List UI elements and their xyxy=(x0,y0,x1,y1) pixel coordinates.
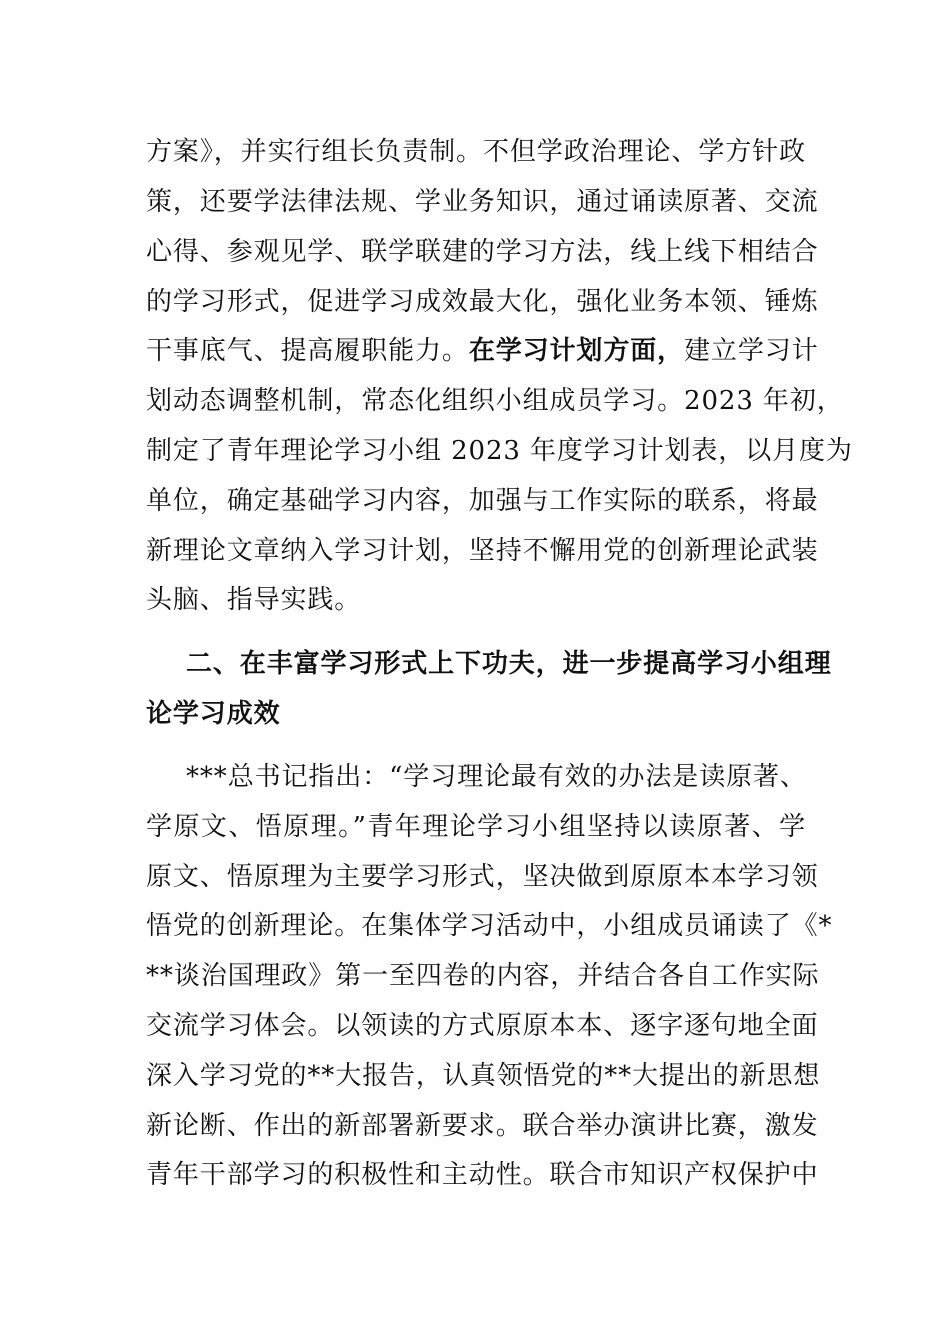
section-heading-2-line-1: 二、在丰富学习形式上下功夫，进一步提高学习小组理 xyxy=(186,649,832,679)
paragraph-1-line-8: 单位，确定基础学习内容，加强与工作实际的联系，将最 xyxy=(146,486,819,516)
paragraph-2-line-4: 悟党的创新理论。在集体学习活动中，小组成员诵读了《* xyxy=(146,911,833,941)
paragraph-2-line-1: ***总书记指出：“学习理论最有效的办法是读原著、 xyxy=(186,762,807,792)
paragraph-1-line-3: 心得、参观见学、联学联建的学习方法，线上线下相结合 xyxy=(146,237,819,267)
paragraph-2-line-3: 原文、悟原理为主要学习形式，坚决做到原原本本学习领 xyxy=(146,862,819,892)
paragraph-1-line-1: 方案》，并实行组长负责制。不但学政治理论、学方针政 xyxy=(146,137,806,167)
paragraph-1-line-2: 策，还要学法律法规、学业务知识，通过诵读原著、交流 xyxy=(146,187,819,217)
paragraph-1-line-5-text-tail: 建立学习计 xyxy=(684,336,819,366)
section-heading-2-line-2: 论学习成效 xyxy=(146,699,281,729)
paragraph-2-line-9: 青年干部学习的积极性和主动性。联合市知识产权保护中 xyxy=(146,1160,819,1190)
paragraph-1-line-7: 制定了青年理论学习小组 2023 年度学习计划表，以月度为 xyxy=(146,436,853,466)
paragraph-1-line-6: 划动态调整机制，常态化组织小组成员学习。2023 年初， xyxy=(146,386,844,416)
paragraph-2-line-7: 深入学习党的**大报告，认真领悟党的**大提出的新思想 xyxy=(146,1061,821,1091)
paragraph-1-line-9: 新理论文章纳入学习计划，坚持不懈用党的创新理论武装 xyxy=(146,536,819,566)
paragraph-1-line-5-text: 干事底气、提高履职能力。 xyxy=(146,336,469,366)
paragraph-2-line-5: **谈治国理政》第一至四卷的内容，并结合各自工作实际 xyxy=(146,961,820,991)
paragraph-1-line-5 xyxy=(146,331,819,371)
paragraph-2-line-8: 新论断、作出的新部署新要求。联合举办演讲比赛，激发 xyxy=(146,1111,819,1141)
paragraph-2-line-2: 学原文、悟原理。”青年理论学习小组坚持以读原著、学 xyxy=(146,812,806,842)
paragraph-2-line-6: 交流学习体会。以领读的方式原原本本、逐字逐句地全面 xyxy=(146,1011,819,1041)
paragraph-1-line-4: 的学习形式，促进学习成效最大化，强化业务本领、锤炼 xyxy=(146,287,819,317)
plan-aspect-bold-phrase: 在学习计划方面， xyxy=(468,336,685,366)
paragraph-1-line-10: 头脑、指导实践。 xyxy=(146,585,362,615)
